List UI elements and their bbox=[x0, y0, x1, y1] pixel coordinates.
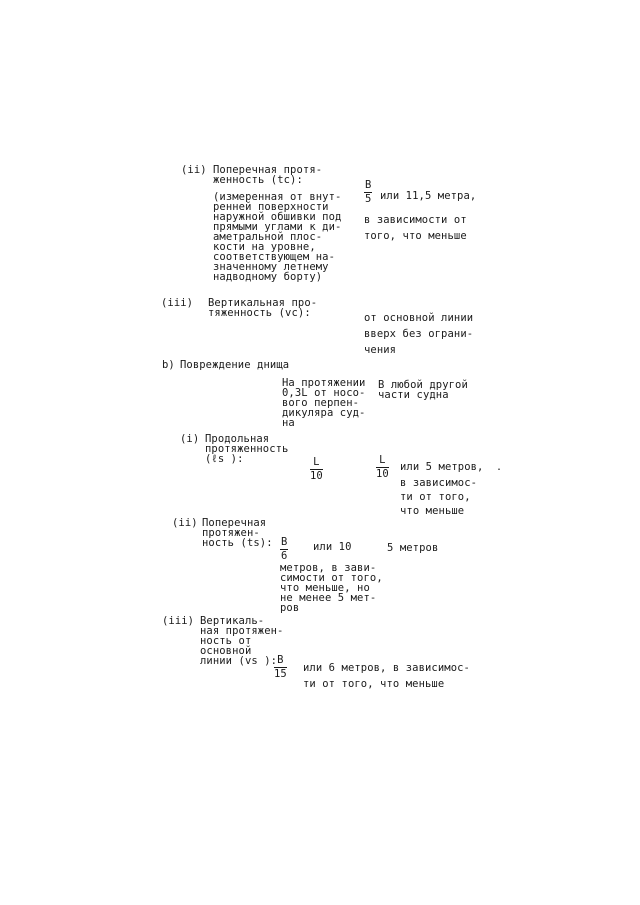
transverse-extent-title: Поперечная протя- женность (tc): bbox=[213, 164, 323, 186]
bottom-vertical-title: Вертикаль- ная протяжен- ность от основной линии (vs ): bbox=[200, 615, 284, 667]
transverse-extent-note: (измеренная от внут- ренней поверхности наружной обшивки под прямыми углами к ди- аметральной плос- кости на уровне, соответствующем на- значенному летнему надводному борту) bbox=[213, 191, 342, 283]
vertical-extent-title: Вертикальная про- тяженность (vc): bbox=[208, 297, 318, 319]
bottom-transverse-title: Поперечная протяжен- ность (ts): bbox=[202, 517, 273, 549]
column-header-forward-03l: На протяжении 0,3L от носо- вого перпен- дикуляра суд- на bbox=[282, 377, 366, 429]
bottom-vertical-value: или 6 метров, в зависимос- bbox=[303, 662, 470, 674]
longitudinal-other-value: или 5 метров, bbox=[400, 461, 484, 473]
fraction-numerator: L bbox=[310, 457, 323, 470]
fraction-b-over-6 bbox=[280, 537, 288, 562]
fraction-numerator: B bbox=[274, 655, 287, 668]
item-label-iii-vertical: (iii) bbox=[161, 297, 194, 309]
vertical-extent-value: от основной линии вверх без ограни- чения bbox=[364, 312, 474, 356]
fraction-denominator: 6 bbox=[281, 550, 288, 562]
fraction-numerator: B bbox=[365, 179, 372, 191]
longitudinal-other-condition: в зависимос- ти от того, что меньше bbox=[400, 477, 478, 517]
stray-mark: . bbox=[496, 462, 503, 473]
transverse-extent-condition: в зависимости от того, что меньше bbox=[364, 214, 467, 242]
longitudinal-extent-title: Продольная протяженность (ℓs ): bbox=[205, 433, 289, 465]
item-label-i-longitudinal: (i) bbox=[180, 433, 200, 445]
transverse-extent-value: или 11,5 метра, bbox=[380, 190, 477, 202]
fraction-numerator: B bbox=[281, 536, 288, 548]
fraction-l-over-10-other bbox=[376, 455, 389, 480]
fraction-b-over-15 bbox=[274, 655, 287, 680]
item-label-iii-bottom-vertical: (iii) bbox=[162, 615, 195, 627]
bottom-transverse-forward-condition: метров, в зави- симости от того, что меньше, но не менее 5 мет- ров bbox=[280, 562, 383, 614]
section-title-bottom-damage: Повреждение днища bbox=[180, 359, 290, 371]
fraction-l-over-10-forward bbox=[310, 457, 323, 482]
item-label-ii-bottom-transverse: (ii) bbox=[172, 517, 198, 529]
section-label-b: b) bbox=[162, 359, 175, 371]
item-label-ii-transverse: (ii) bbox=[181, 164, 207, 176]
bottom-transverse-forward-value: или 10 bbox=[313, 541, 352, 553]
fraction-denominator: 15 bbox=[274, 668, 287, 680]
fraction-b-over-5 bbox=[364, 180, 372, 205]
fraction-denominator: 10 bbox=[310, 470, 323, 482]
fraction-denominator: 10 bbox=[376, 468, 389, 480]
fraction-denominator: 5 bbox=[365, 193, 372, 205]
bottom-vertical-condition: ти от того, что меньше bbox=[303, 678, 445, 690]
bottom-transverse-other-value: 5 метров bbox=[387, 542, 439, 554]
column-header-other-part: В любой другой части судна bbox=[378, 379, 468, 401]
fraction-numerator: L bbox=[376, 455, 389, 468]
